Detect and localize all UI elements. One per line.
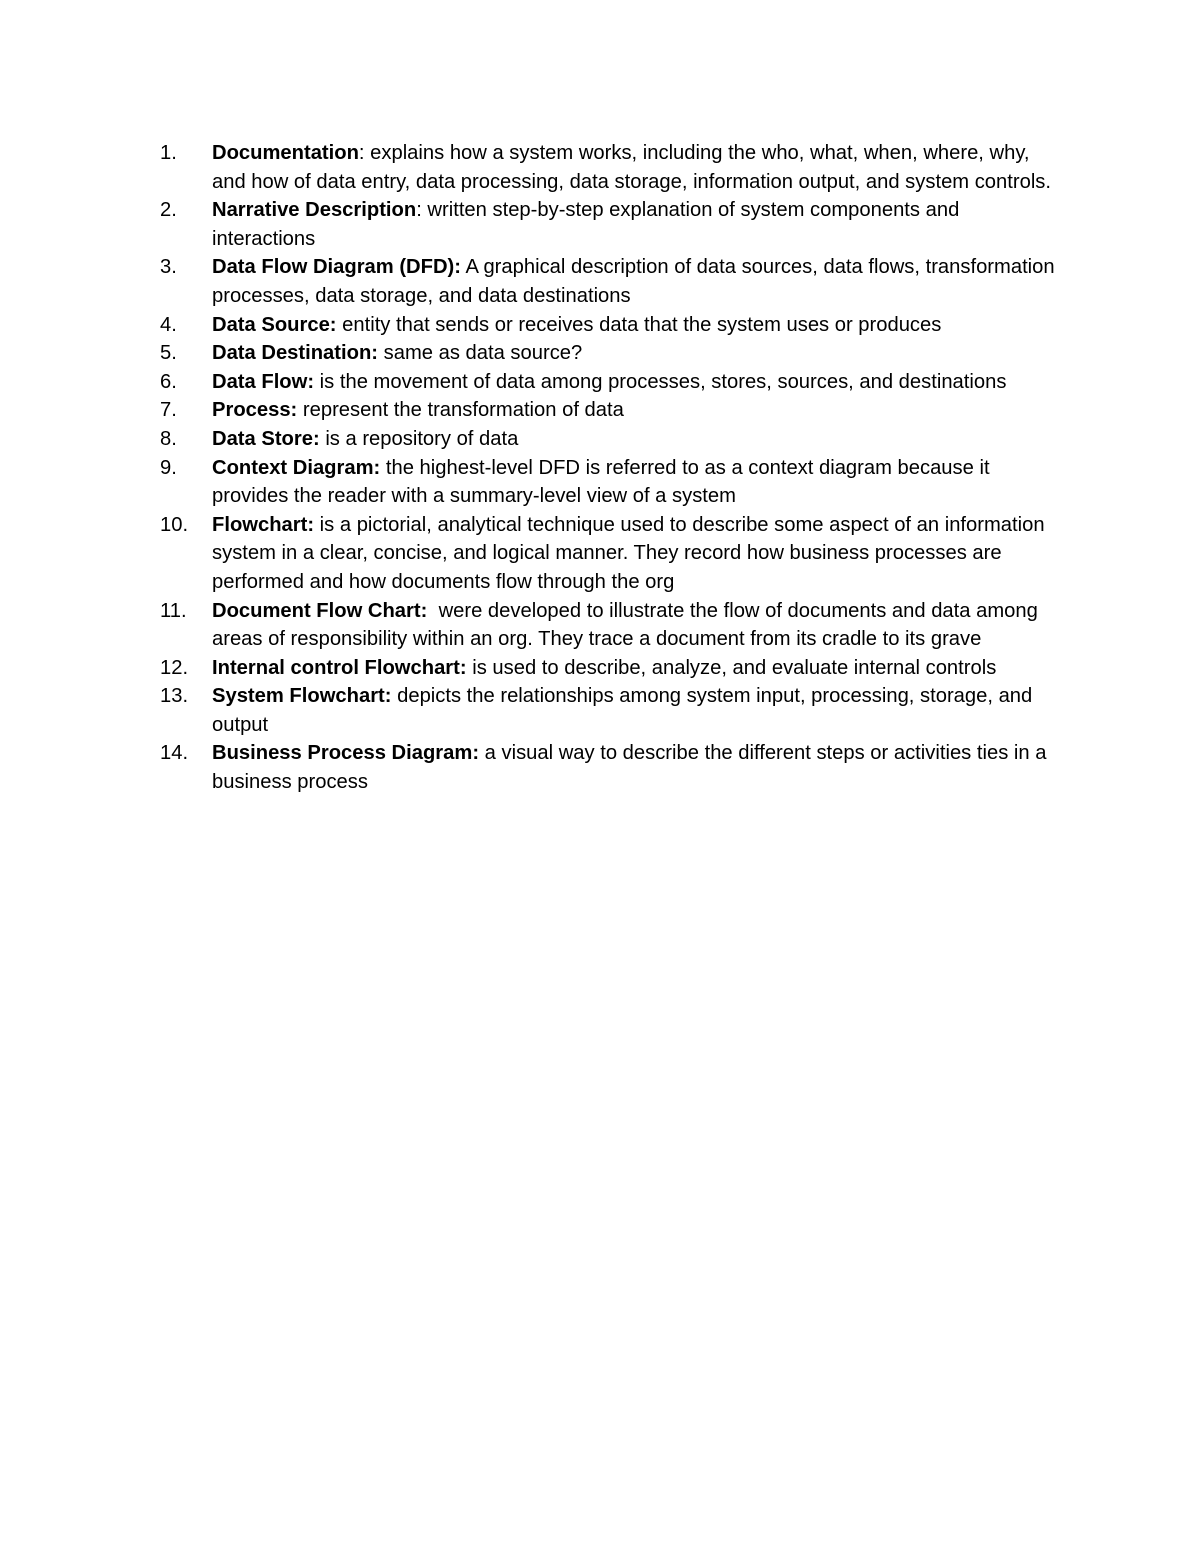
definition: explains how a system works, including the who, what, when, where, why, and how of data entry, data processing, data storage, information output, and system controls. [212, 142, 1052, 193]
item-number: 7. [160, 399, 177, 422]
list-item [160, 597, 1060, 654]
definition-list [160, 139, 1060, 797]
term: Internal control Flowchart: [212, 656, 467, 679]
definition: A graphical description of data sources, data flows, transformation processes, data storage, and data destinations [212, 256, 1055, 307]
term: Context Diagram: [212, 456, 381, 479]
separator: : [416, 199, 428, 222]
item-number: 12. [160, 656, 189, 679]
list-item [160, 253, 1060, 310]
term: Flowchart: [212, 513, 315, 536]
definition: were developed to illustrate the flow of documents and data among areas of responsibility within an org. They trace a document from its cradle to its grave [212, 599, 1038, 651]
list-item [160, 396, 1060, 425]
term: Data Flow Diagram (DFD): [212, 256, 461, 279]
definition: same as data source? [383, 342, 583, 365]
separator: : [358, 142, 371, 164]
term: Data Store: [212, 427, 320, 450]
definition: represent the transformation of data [302, 399, 624, 422]
list-item [160, 454, 1060, 511]
term: Business Process Diagram: [212, 742, 480, 765]
term: Documentation [212, 142, 359, 164]
list-item [160, 511, 1060, 597]
item-number: 5. [160, 342, 177, 365]
item-number: 9. [160, 456, 177, 479]
definition: a visual way to describe the different steps or activities ties in a business process [212, 742, 1047, 794]
list-item [160, 311, 1060, 340]
item-number: 13. [160, 685, 189, 708]
list-item [160, 368, 1060, 397]
term: Data Flow: [212, 370, 315, 393]
definition: is the movement of data among processes, stores, sources, and destinations [319, 370, 1007, 393]
term: System Flowchart: [212, 685, 392, 708]
term: Data Destination: [212, 342, 379, 365]
item-number: 1. [160, 142, 177, 164]
term: Document Flow Chart: [212, 599, 428, 622]
item-number: 8. [160, 427, 177, 450]
item-number: 10. [160, 513, 189, 536]
item-number: 2. [160, 199, 177, 222]
item-number: 11. [160, 599, 187, 622]
definition: depicts the relationships among system input, processing, storage, and output [212, 685, 1033, 736]
term: Process: [212, 399, 298, 422]
definition: is a repository of data [325, 427, 519, 450]
list-item [160, 339, 1060, 368]
term: Narrative Description [212, 199, 417, 222]
list-item [160, 739, 1060, 796]
item-number: 4. [160, 313, 177, 336]
definition: the highest-level DFD is referred to as a context diagram because it provides the reader with a summary-level view of a system [212, 456, 990, 508]
definition: is a pictorial, analytical technique used to describe some aspect of an information system in a clear, concise, and logical manner. They record how business processes are performed and how documents flow through the org [212, 513, 1045, 593]
definition: written step-by-step explanation of system components and interactions [212, 199, 960, 250]
term: Data Source: [212, 313, 337, 336]
separator [427, 600, 438, 622]
definition: is used to describe, analyze, and evaluate internal controls [472, 656, 997, 679]
list-item [160, 654, 1060, 683]
item-number: 3. [160, 256, 177, 279]
list-item [160, 139, 1060, 196]
list-item [160, 196, 1060, 253]
list-item [160, 682, 1060, 739]
definition: entity that sends or receives data that the system uses or produces [342, 313, 942, 336]
item-number: 6. [160, 370, 177, 393]
item-number: 14. [160, 742, 189, 765]
list-item [160, 425, 1060, 454]
